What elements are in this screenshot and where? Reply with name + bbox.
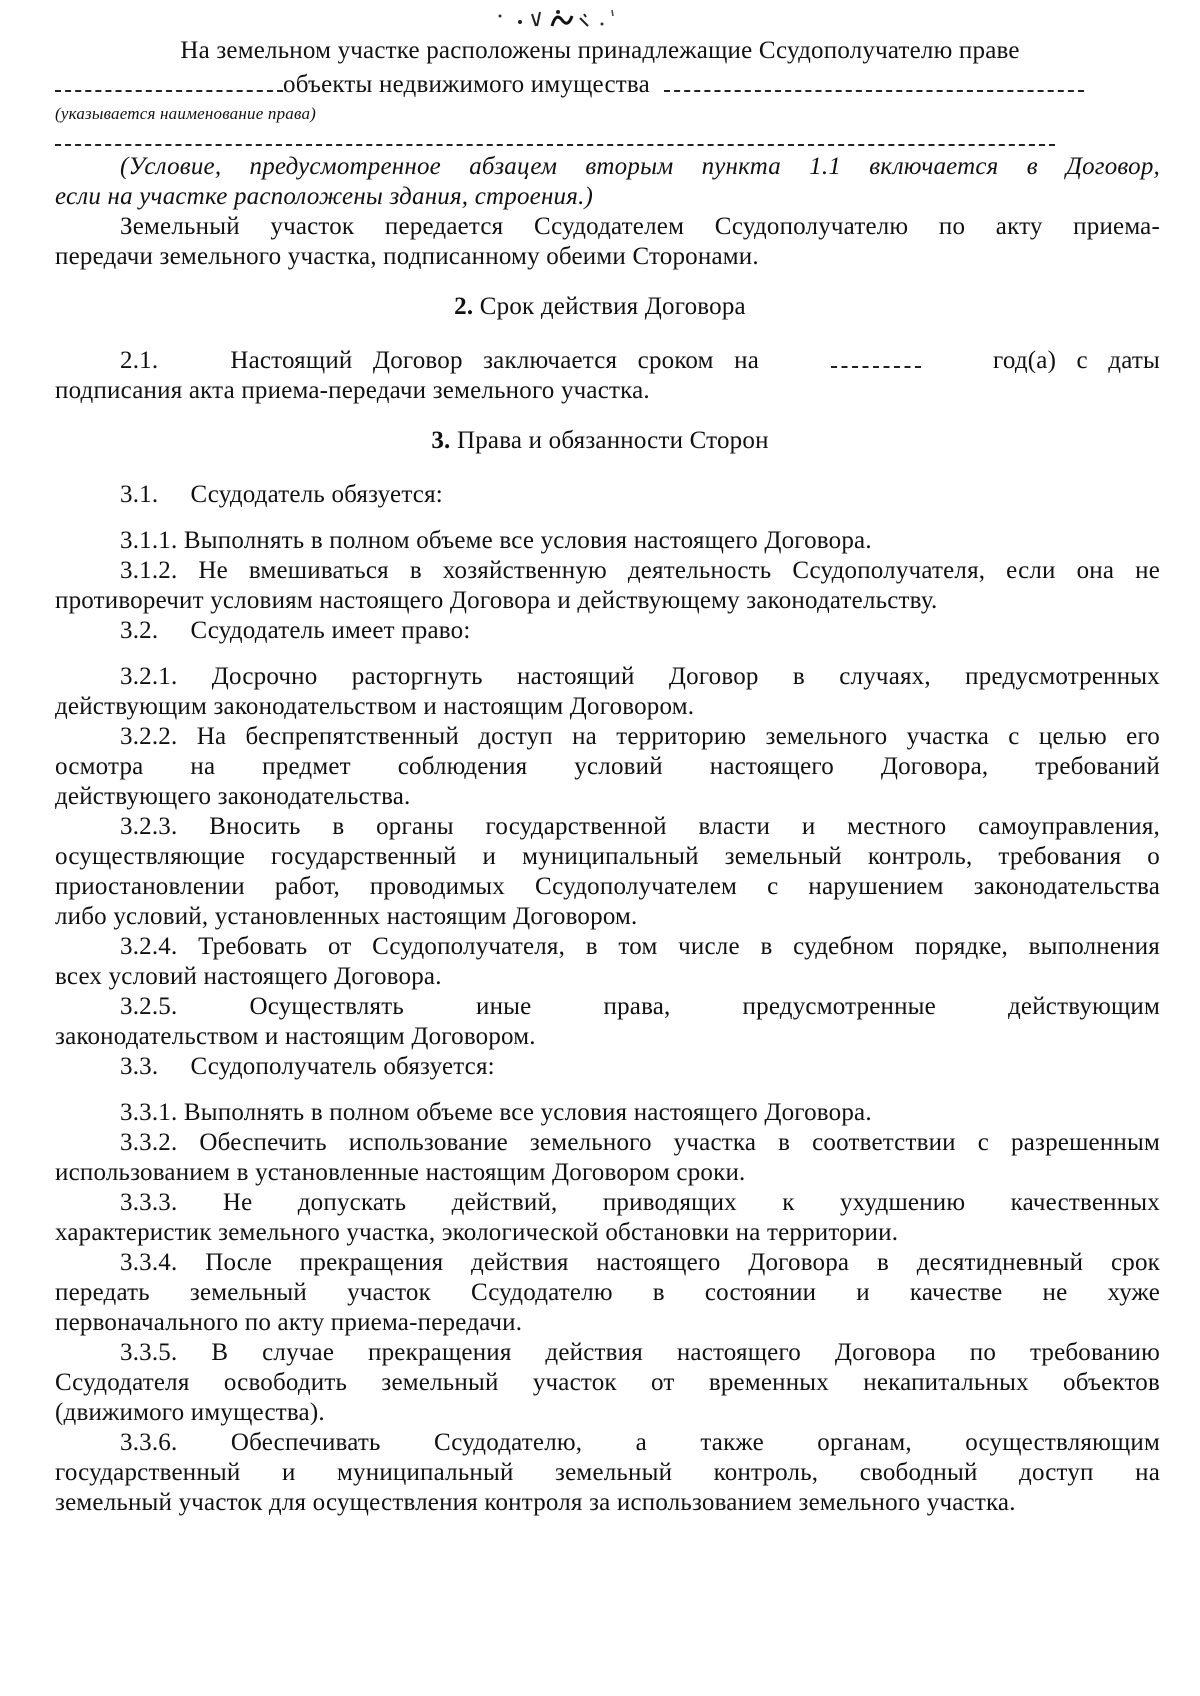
clause-3-3: 3.3. Ссудополучатель обязуется: bbox=[120, 1053, 495, 1080]
clause-3-2-4-line-2: всех условий настоящего Договора. bbox=[55, 963, 442, 990]
clause-3-1-2-line-1: 3.1.2. Не вмешиваться в хозяйственную деятельность Ссудополучателя, если она не bbox=[120, 557, 1160, 584]
scan-mark-graphic bbox=[492, 4, 622, 34]
clause-3-1-1: 3.1.1. Выполнять в полном объеме все условия настоящего Договора. bbox=[120, 527, 872, 554]
clause-3-2: 3.2. Ссудодатель имеет право: bbox=[120, 617, 471, 644]
clause-3-3-2-line-2: использованием в установленные настоящим Договором сроки. bbox=[55, 1159, 746, 1186]
section-2-title: Срок действия Договора bbox=[479, 293, 746, 320]
transfer-line-2: передачи земельного участка, подписанному обеими Сторонами. bbox=[55, 243, 759, 270]
clause-3-2-4-line-1: 3.2.4. Требовать от Ссудополучателя, в том числе в судебном порядке, выполнения bbox=[120, 933, 1160, 960]
clause-3-3-3-line-1: 3.3.3. Не допускать действий, приводящих к ухудшению качественных bbox=[120, 1189, 1160, 1216]
intro-line-1: На земельном участке расположены принадлежащие Ссудополучателю праве bbox=[180, 37, 1020, 64]
clause-2-1-text-b: год(а) с даты bbox=[993, 347, 1160, 374]
clause-3-3-6-line-3: земельный участок для осуществления контроля за использованием земельного участка. bbox=[55, 1489, 1016, 1516]
right-name-blank bbox=[55, 70, 283, 92]
intro-line-2-text: объекты недвижимого имущества bbox=[283, 71, 650, 98]
clause-3-2-3-line-3: приостановлении работ, проводимых Ссудополучателем с нарушением законодательства bbox=[55, 873, 1160, 900]
objects-continuation-blank bbox=[55, 144, 1055, 146]
clause-3-1-2-line-2: противоречит условиям настоящего Договора и действующему законодательству. bbox=[55, 587, 938, 614]
objects-blank bbox=[664, 70, 1084, 92]
clause-3-2-5-line-2: законодательством и настоящим Договором. bbox=[55, 1023, 536, 1050]
clause-3-2-5-line-1: 3.2.5. Осуществлять иные права, предусмотренные действующим bbox=[120, 993, 1160, 1020]
clause-3-3-4-line-1: 3.3.4. После прекращения действия настоящего Договора в десятидневный срок bbox=[120, 1249, 1160, 1276]
clause-3-3-6-line-2: государственный и муниципальный земельный контроль, свободный доступ на bbox=[55, 1459, 1160, 1486]
clause-2-1-text-a: Настоящий Договор заключается сроком на bbox=[230, 347, 760, 374]
clause-3-3-6-line-1: 3.3.6. Обеспечивать Ссудодателю, а также органам, осуществляющим bbox=[120, 1429, 1160, 1456]
clause-3-3-5-line-1: 3.3.5. В случае прекращения действия настоящего Договора по требованию bbox=[120, 1339, 1160, 1366]
clause-3-3-2-line-1: 3.3.2. Обеспечить использование земельного участка в соответствии с разрешенным bbox=[120, 1129, 1160, 1156]
clause-3-1: 3.1. Ссудодатель обязуется: bbox=[120, 481, 443, 508]
clause-3-3-5-line-2: Ссудодателя освободить земельный участок от временных некапитальных объектов bbox=[55, 1369, 1160, 1396]
note-line-2: если на участке расположены здания, строения.) bbox=[55, 183, 594, 210]
transfer-line-1: Земельный участок передается Ссудодателем Ссудополучателю по акту приема- bbox=[120, 213, 1160, 240]
clause-3-2-2-line-3: действующего законодательства. bbox=[55, 783, 411, 810]
section-2-number: 2. bbox=[454, 293, 474, 320]
note-line-1: (Условие, предусмотренное абзацем вторым пункта 1.1 включается в Договор, bbox=[120, 153, 1160, 180]
clause-3-2-1-line-2: действующим законодательством и настоящим Договором. bbox=[55, 693, 695, 720]
clause-2-1-line-1 bbox=[120, 346, 1160, 376]
section-3-number: 3. bbox=[431, 427, 451, 454]
right-name-hint: (указывается наименование права) bbox=[55, 104, 317, 123]
clause-2-1-number: 2.1. bbox=[120, 347, 159, 374]
term-years-blank bbox=[831, 346, 921, 368]
section-3-heading bbox=[0, 426, 1200, 456]
section-2-heading bbox=[0, 292, 1200, 322]
clause-3-2-2-line-2: осмотра на предмет соблюдения условий настоящего Договора, требований bbox=[55, 753, 1160, 780]
clause-3-3-4-line-3: первоначального по акту приема-передачи. bbox=[55, 1309, 523, 1336]
clause-3-2-3-line-4: либо условий, установленных настоящим Договором. bbox=[55, 903, 638, 930]
intro-line-2 bbox=[55, 70, 1160, 100]
clause-3-3-4-line-2: передать земельный участок Ссудодателю в состоянии и качестве не хуже bbox=[55, 1279, 1160, 1306]
clause-3-2-1-line-1: 3.2.1. Досрочно расторгнуть настоящий Договор в случаях, предусмотренных bbox=[120, 663, 1160, 690]
clause-3-2-3-line-1: 3.2.3. Вносить в органы государственной власти и местного самоуправления, bbox=[120, 813, 1160, 840]
clause-3-3-1: 3.3.1. Выполнять в полном объеме все условия настоящего Договора. bbox=[120, 1099, 872, 1126]
clause-3-2-2-line-1: 3.2.2. На беспрепятственный доступ на территорию земельного участка с целью его bbox=[120, 723, 1160, 750]
section-3-title: Права и обязанности Сторон bbox=[456, 427, 769, 454]
clause-3-2-3-line-2: осуществляющие государственный и муниципальный земельный контроль, требования о bbox=[55, 843, 1160, 870]
clause-2-1-line-2: подписания акта приема-передачи земельного участка. bbox=[55, 377, 650, 404]
clause-3-3-3-line-2: характеристик земельного участка, экологической обстановки на территории. bbox=[55, 1219, 899, 1246]
clause-3-3-5-line-3: (движимого имущества). bbox=[55, 1399, 325, 1426]
